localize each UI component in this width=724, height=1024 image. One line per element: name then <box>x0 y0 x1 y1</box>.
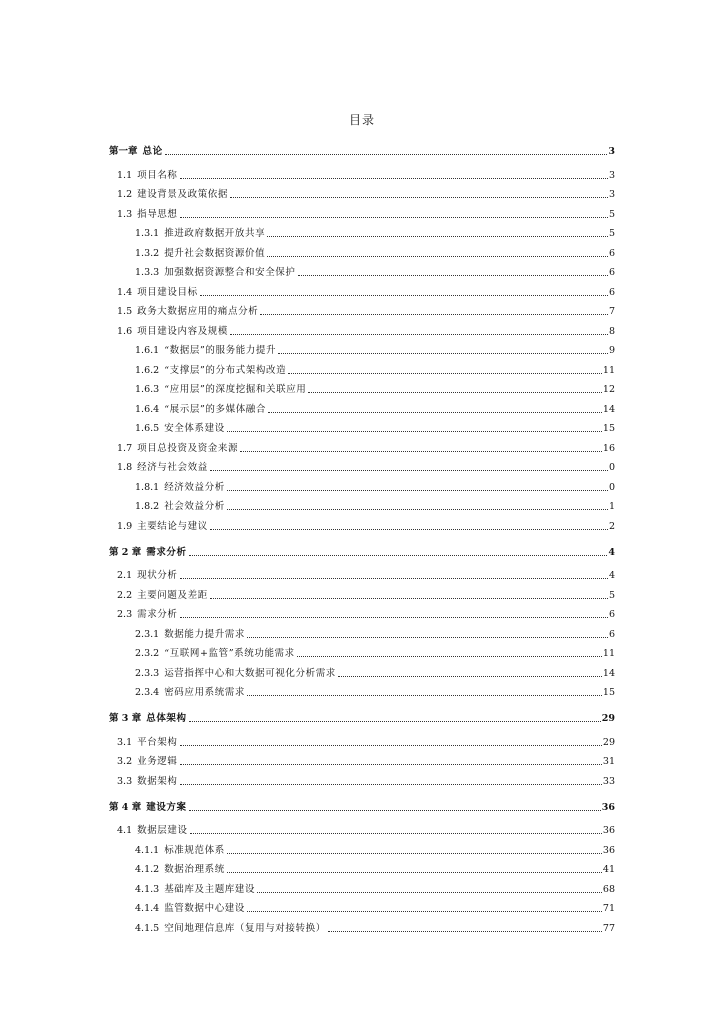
dot-leader <box>210 529 608 530</box>
toc-entry-number: 1.3 <box>117 208 133 220</box>
dot-leader <box>240 451 602 452</box>
toc-entry[interactable] <box>109 435 615 455</box>
toc-entry-page-number: 7 <box>608 306 615 317</box>
dot-leader <box>230 197 608 198</box>
toc-entry-title: 需求分析 <box>137 609 178 620</box>
toc-entry-page-number: 11 <box>602 648 615 659</box>
toc-entry[interactable] <box>109 338 615 358</box>
toc-entry-page-number: 6 <box>608 609 615 620</box>
toc-entry-number: 1.9 <box>117 520 133 532</box>
toc-entry-page-number: 15 <box>602 423 615 434</box>
toc-entry-title: 项目总投资及资金来源 <box>137 442 239 454</box>
toc-entry[interactable] <box>109 818 615 838</box>
toc-entry-title: 建设方案 <box>146 801 187 813</box>
toc-entry[interactable] <box>109 474 615 494</box>
dot-leader <box>230 334 608 335</box>
dot-leader <box>297 656 602 657</box>
toc-entry-title: 主要问题及差距 <box>137 589 208 601</box>
dot-leader <box>180 745 602 746</box>
toc-entry-title: 建设背景及政策依据 <box>137 189 229 200</box>
toc-entry-page-number: 77 <box>602 922 615 934</box>
toc-entry-page-number: 6 <box>608 286 615 298</box>
toc-entry-number: 3.1 <box>117 736 133 748</box>
toc-entry[interactable] <box>109 729 615 749</box>
toc-entry[interactable] <box>109 837 615 857</box>
dot-leader <box>260 314 608 315</box>
dot-leader <box>180 217 608 218</box>
toc-entry[interactable] <box>109 602 615 622</box>
toc-entry-title: 指导思想 <box>137 208 178 220</box>
toc-entry-page-number: 29 <box>601 713 615 724</box>
toc-entry-page-number: 1 <box>608 501 615 512</box>
dot-leader <box>278 353 608 354</box>
toc-entry-title: 社会效益分析 <box>164 501 225 512</box>
toc-entry-number: 1.3.1 <box>135 228 160 239</box>
toc-entry-title: “支撑层”的分布式架构改造 <box>164 364 287 376</box>
toc-entry-title: 数据层建设 <box>137 825 188 836</box>
dot-leader <box>257 892 602 893</box>
toc-entry[interactable] <box>109 182 615 202</box>
toc-entry-page-number: 5 <box>608 589 615 601</box>
toc-entry-number: 1.3.2 <box>135 247 160 259</box>
toc-entry-number: 4.1 <box>117 825 133 836</box>
toc-entry-title: 项目建设目标 <box>137 286 198 298</box>
toc-entry[interactable] <box>109 299 615 319</box>
toc-entry[interactable] <box>109 896 615 916</box>
toc-entry-number: 1.6.2 <box>135 364 160 376</box>
toc-entry-number: 1.2 <box>117 189 133 200</box>
toc-entry-page-number: 0 <box>608 481 615 493</box>
toc-entry-title: 密码应用系统需求 <box>164 687 245 698</box>
toc-entry-title: 需求分析 <box>146 546 187 558</box>
toc-entry-page-number: 15 <box>602 687 615 698</box>
toc-entry-number: 1.3.3 <box>135 267 160 278</box>
dot-leader <box>180 178 608 179</box>
toc-entry-number: 1.5 <box>117 306 133 317</box>
toc-entry-title: 总体架构 <box>146 713 187 724</box>
dot-leader <box>288 373 602 374</box>
toc-entry-page-number: 4 <box>608 570 615 581</box>
toc-entry[interactable] <box>109 494 615 514</box>
toc-entry-number: 4.1.3 <box>135 883 160 895</box>
toc-entry-title: 安全体系建设 <box>164 423 225 434</box>
toc-entry-page-number: 36 <box>602 844 615 856</box>
toc-entry[interactable] <box>109 563 615 583</box>
toc-entry[interactable] <box>109 377 615 397</box>
toc-entry-title: 数据治理系统 <box>164 864 225 875</box>
toc-entry-page-number: 36 <box>601 801 615 813</box>
toc-entry-number: 3.2 <box>117 756 133 767</box>
toc-entry-page-number: 3 <box>608 146 615 157</box>
dot-leader <box>227 490 608 491</box>
toc-entry[interactable] <box>109 857 615 877</box>
toc-entry-title: 标准规范体系 <box>164 844 225 856</box>
dot-leader <box>328 931 602 932</box>
toc-entry[interactable] <box>109 768 615 788</box>
toc-entry[interactable] <box>109 416 615 436</box>
toc-entry-number: 1.6 <box>117 325 133 337</box>
toc-entry-page-number: 71 <box>602 903 615 914</box>
toc-entry[interactable] <box>109 396 615 416</box>
toc-entry-title: 基础库及主题库建设 <box>164 883 256 895</box>
toc-entry-page-number: 3 <box>608 189 615 200</box>
toc-entry-title: 业务逻辑 <box>137 756 178 767</box>
dot-leader <box>247 911 602 912</box>
toc-chapter-entry[interactable] <box>109 136 615 158</box>
toc-entry-title: “数据层”的服务能力提升 <box>164 345 277 356</box>
toc-entry-page-number: 9 <box>608 345 615 356</box>
toc-entry-page-number: 14 <box>602 667 615 679</box>
toc-entry-title: 运营指挥中心和大数据可视化分析需求 <box>164 667 336 679</box>
toc-entry[interactable] <box>109 621 615 641</box>
toc-entry-title: 提升社会数据资源价值 <box>164 247 266 259</box>
toc-entry-number: 1.8.1 <box>135 481 160 493</box>
dot-leader <box>298 275 608 276</box>
toc-entry[interactable] <box>109 240 615 260</box>
toc-entry-page-number: 4 <box>608 546 615 558</box>
toc-entry[interactable] <box>109 357 615 377</box>
toc-entry-title: 平台架构 <box>137 736 178 748</box>
dot-leader <box>165 154 608 155</box>
dot-leader <box>189 810 601 811</box>
dot-leader <box>210 598 608 599</box>
toc-entry[interactable] <box>109 201 615 221</box>
toc-entry-number: 3.3 <box>117 775 133 787</box>
dot-leader <box>190 833 602 834</box>
toc-entry[interactable] <box>109 455 615 475</box>
toc-chapter-entry[interactable] <box>109 537 615 559</box>
toc-entry-title: “应用层”的深度挖掘和关联应用 <box>164 384 307 395</box>
dot-leader <box>189 555 608 556</box>
toc-entry-page-number: 33 <box>602 775 615 787</box>
toc-entry-title: 数据架构 <box>137 775 178 787</box>
toc-entry-page-number: 11 <box>602 364 615 376</box>
toc-entry[interactable] <box>109 680 615 700</box>
toc-entry-number: 1.6.4 <box>135 403 160 415</box>
toc-entry-title: 数据能力提升需求 <box>164 628 245 640</box>
toc-entry-title: 项目建设内容及规模 <box>137 325 229 337</box>
dot-leader <box>268 412 602 413</box>
toc-entry-title: “互联网+监管”系统功能需求 <box>164 648 295 659</box>
toc-entry-number: 第 4 章 <box>109 801 142 813</box>
toc-entry[interactable] <box>109 876 615 896</box>
toc-entry-title: 加强数据资源整合和安全保护 <box>164 267 296 278</box>
toc-entry-page-number: 16 <box>602 442 615 454</box>
toc-list <box>109 136 615 935</box>
toc-entry-page-number: 8 <box>608 325 615 337</box>
dot-leader <box>210 470 608 471</box>
toc-entry-number: 1.6.3 <box>135 384 160 395</box>
toc-entry-page-number: 0 <box>608 462 615 473</box>
toc-entry-number: 2.1 <box>117 570 133 581</box>
dot-leader <box>227 872 602 873</box>
toc-entry[interactable] <box>109 162 615 182</box>
toc-entry[interactable] <box>109 915 615 935</box>
toc-entry-page-number: 6 <box>608 247 615 259</box>
toc-entry-number: 1.7 <box>117 442 133 454</box>
toc-entry-title: 监管数据中心建设 <box>164 903 245 914</box>
toc-entry-number: 2.3.3 <box>135 667 160 679</box>
toc-entry-page-number: 29 <box>602 736 615 748</box>
toc-entry-number: 1.6.5 <box>135 423 160 434</box>
dot-leader <box>267 236 608 237</box>
toc-chapter-entry[interactable] <box>109 703 615 725</box>
toc-entry-number: 2.3 <box>117 609 133 620</box>
toc-entry-number: 1.8.2 <box>135 501 160 512</box>
toc-entry-number: 第一章 <box>109 146 138 157</box>
dot-leader <box>180 617 608 618</box>
dot-leader <box>227 509 608 510</box>
dot-leader <box>267 256 608 257</box>
toc-entry[interactable] <box>109 749 615 769</box>
toc-entry-page-number: 14 <box>602 403 615 415</box>
dot-leader <box>200 295 608 296</box>
toc-entry-number: 1.8 <box>117 462 133 473</box>
toc-entry-page-number: 36 <box>602 825 615 836</box>
toc-entry[interactable] <box>109 260 615 280</box>
toc-entry-number: 第 3 章 <box>109 713 142 724</box>
toc-entry-title: 推进政府数据开放共享 <box>164 228 266 239</box>
toc-entry-number: 2.3.1 <box>135 628 160 640</box>
toc-entry-page-number: 6 <box>608 628 615 640</box>
toc-entry-number: 2.3.4 <box>135 687 160 698</box>
toc-entry-title: 空间地理信息库（复用与对接转换） <box>164 922 326 934</box>
toc-entry-title: 主要结论与建议 <box>137 520 208 532</box>
toc-entry-title: 现状分析 <box>137 570 178 581</box>
toc-entry-number: 1.4 <box>117 286 133 298</box>
toc-entry-page-number: 12 <box>602 384 615 395</box>
dot-leader <box>308 392 602 393</box>
toc-entry-page-number: 31 <box>602 756 615 767</box>
toc-entry-title: 经济效益分析 <box>164 481 225 493</box>
toc-entry-number: 2.3.2 <box>135 648 160 659</box>
toc-entry-number: 4.1.4 <box>135 903 160 914</box>
toc-entry[interactable] <box>109 279 615 299</box>
toc-entry-title: 政务大数据应用的痛点分析 <box>137 306 259 317</box>
toc-entry-number: 1.1 <box>117 169 133 181</box>
toc-entry[interactable] <box>109 318 615 338</box>
toc-entry-number: 4.1.5 <box>135 922 160 934</box>
toc-entry-title: 经济与社会效益 <box>137 462 208 473</box>
dot-leader <box>180 764 602 765</box>
dot-leader <box>247 695 602 696</box>
toc-entry[interactable] <box>109 582 615 602</box>
dot-leader <box>180 578 608 579</box>
dot-leader <box>180 784 602 785</box>
dot-leader <box>227 431 602 432</box>
toc-entry[interactable] <box>109 660 615 680</box>
toc-entry-number: 4.1.2 <box>135 864 160 875</box>
toc-entry-title: “展示层”的多媒体融合 <box>164 403 267 415</box>
toc-entry-page-number: 41 <box>602 864 615 875</box>
dot-leader <box>247 637 608 638</box>
toc-chapter-entry[interactable] <box>109 792 615 814</box>
toc-entry-page-number: 3 <box>608 169 615 181</box>
dot-leader <box>227 853 602 854</box>
toc-entry-title: 项目名称 <box>137 169 178 181</box>
toc-entry[interactable] <box>109 641 615 661</box>
toc-entry-number: 2.2 <box>117 589 133 601</box>
toc-entry-page-number: 6 <box>608 267 615 278</box>
toc-entry[interactable] <box>109 513 615 533</box>
toc-entry-page-number: 2 <box>608 520 615 532</box>
toc-entry[interactable] <box>109 221 615 241</box>
toc-entry-number: 4.1.1 <box>135 844 160 856</box>
toc-entry-number: 1.6.1 <box>135 345 160 356</box>
dot-leader <box>338 676 602 677</box>
toc-entry-page-number: 68 <box>602 883 615 895</box>
toc-entry-page-number: 5 <box>608 228 615 239</box>
toc-entry-number: 第 2 章 <box>109 546 142 558</box>
toc-entry-title: 总论 <box>142 146 163 157</box>
toc-title: 目录 <box>348 113 375 127</box>
toc-entry-page-number: 5 <box>608 208 615 220</box>
dot-leader <box>189 721 601 722</box>
